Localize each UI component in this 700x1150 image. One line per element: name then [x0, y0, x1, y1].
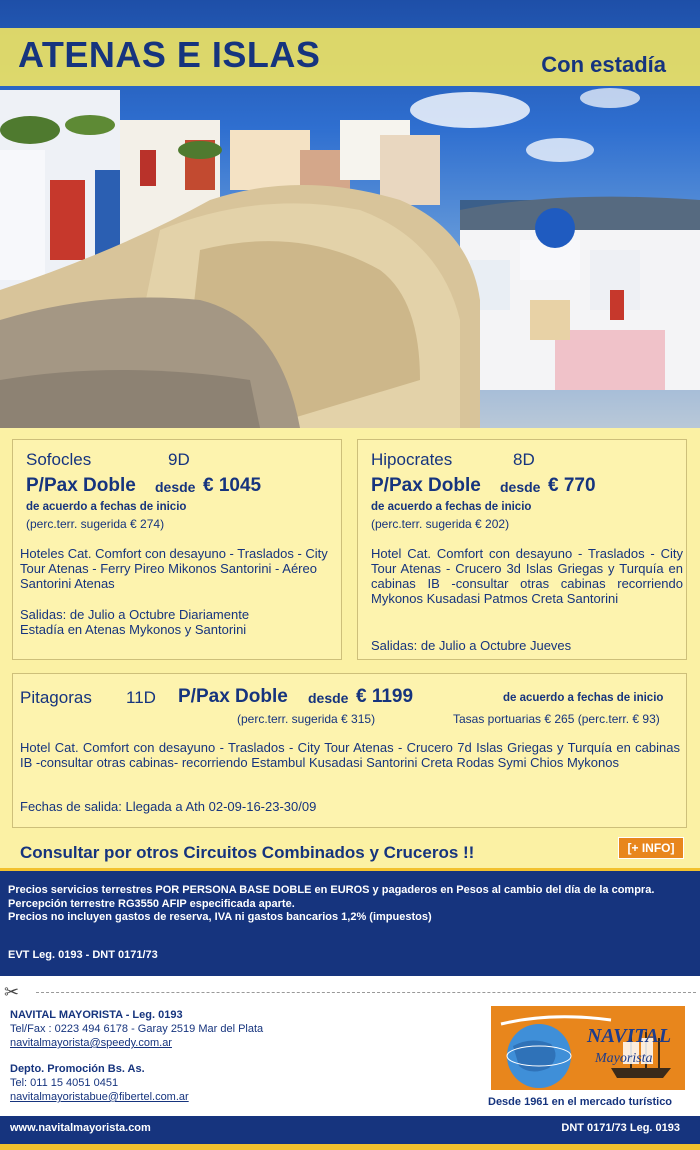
price-desde: desde: [155, 479, 196, 495]
offers-section: [0, 428, 700, 868]
footer-legal: DNT 0171/73 Leg. 0193: [561, 1122, 680, 1134]
port-taxes: Tasas portuarias € 265 (perc.terr. € 93): [453, 712, 660, 726]
company-name: NAVITAL MAYORISTA - Leg. 0193: [10, 1009, 183, 1021]
stay-info: Estadía en Atenas Mykonos y Santorini: [20, 622, 247, 637]
scissors-icon: ✂: [4, 982, 20, 1002]
price-note: de acuerdo a fechas de inicio: [26, 501, 187, 513]
company-tagline: Desde 1961 en el mercado turístico: [488, 1096, 673, 1108]
tour-duration: 11D: [126, 688, 156, 707]
price-desde: desde: [500, 479, 541, 495]
contact-section: [0, 976, 700, 1116]
footer: [0, 1116, 700, 1150]
perception-note: (perc.terr. sugerida € 274): [26, 517, 165, 531]
logo-brand: NAVITAL: [587, 1025, 672, 1047]
departures: Fechas de salida: Llegada a Ath 02-09-16-23-30/09: [20, 799, 317, 814]
tour-details: Hotel Cat. Comfort con desayuno - Traslados - City Tour Atenas - Crucero 7d Islas Griegas y Turquía en cabinas IB -consultar otras cabinas- recorriendo Estambul Kusadasi Santorini Creta Rodas Symi Chios Mykonos: [20, 740, 680, 770]
legal-registration: EVT Leg. 0193 - DNT 0171/73: [8, 949, 158, 961]
page-title: ATENAS E ISLAS: [18, 34, 321, 75]
logo-subtitle: Mayorista: [595, 1051, 653, 1066]
email-link-main[interactable]: navitalmayorista@speedy.com.ar: [10, 1037, 172, 1049]
company-phone-address: Tel/Fax : 0223 494 6178 - Garay 2519 Mar del Plata: [10, 1023, 264, 1035]
disclaimer-section: [0, 868, 700, 976]
departures: Salidas: de Julio a Octubre Jueves: [371, 638, 572, 653]
tour-details: Hotel Cat. Comfort con desayuno - Traslados - City Tour Atenas - Crucero 3d Islas Griegas y Turquía en cabinas IB -consultar otras cabinas recorriendo Mykonos Kusadasi Patmos Creta Santorini: [371, 546, 683, 606]
price-value: € 1199: [356, 686, 414, 707]
globe-ship-icon: [491, 1006, 685, 1090]
price-value: € 770: [548, 475, 596, 496]
tour-details: Hoteles Cat. Comfort con desayuno - Traslados - City Tour Atenas - Ferry Pireo Mikonos Santorini - Aéreo Santorini Atenas: [20, 546, 328, 591]
tour-card-hipocrates: [357, 439, 687, 660]
perception-note: (perc.terr. sugerida € 202): [371, 517, 510, 531]
price-label: P/Pax Doble: [371, 475, 481, 496]
price-label: P/Pax Doble: [26, 475, 136, 496]
price-note: de acuerdo a fechas de inicio: [503, 692, 664, 704]
tour-name: Sofocles: [26, 450, 92, 469]
departures: Salidas: de Julio a Octubre Diariamente: [20, 607, 250, 622]
tour-card-pitagoras: [12, 673, 687, 828]
website-link[interactable]: www.navitalmayorista.com: [10, 1122, 151, 1134]
tour-duration: 9D: [168, 450, 190, 469]
department-phone: Tel: 011 15 4051 0451: [10, 1077, 119, 1089]
navital-logo: [491, 1006, 685, 1090]
consult-banner: Consultar por otros Circuitos Combinados y Cruceros !!: [20, 843, 475, 862]
price-value: € 1045: [203, 475, 262, 496]
tour-name: Pitagoras: [20, 688, 92, 707]
email-link-buenos-aires[interactable]: navitalmayoristabue@fibertel.com.ar: [10, 1091, 189, 1103]
tour-name: Hipocrates: [371, 450, 453, 469]
tour-card-sofocles: [12, 439, 342, 660]
price-desde: desde: [308, 690, 349, 706]
price-label: P/Pax Doble: [178, 686, 288, 707]
pricing-disclaimer: Precios servicios terrestres POR PERSONA BASE DOBLE en EUROS y pagaderos en Pesos al cambio del día de la compra. Percepción terrestre RG3550 AFIP especificada aparte.: [8, 884, 655, 910]
fees-disclaimer: Precios no incluyen gastos de reserva, IVA ni gastos bancarios 1,2% (impuestos): [8, 911, 432, 923]
more-info-button[interactable]: [+ INFO]: [618, 837, 684, 859]
price-note: de acuerdo a fechas de inicio: [371, 501, 532, 513]
tour-duration: 8D: [513, 450, 535, 469]
cut-line: [36, 992, 696, 993]
department-name: Depto. Promoción Bs. As.: [10, 1063, 145, 1075]
perception-note: (perc.terr. sugerida € 315): [237, 712, 376, 726]
page-subtitle: Con estadía: [541, 52, 666, 77]
hero-image: [0, 0, 700, 428]
